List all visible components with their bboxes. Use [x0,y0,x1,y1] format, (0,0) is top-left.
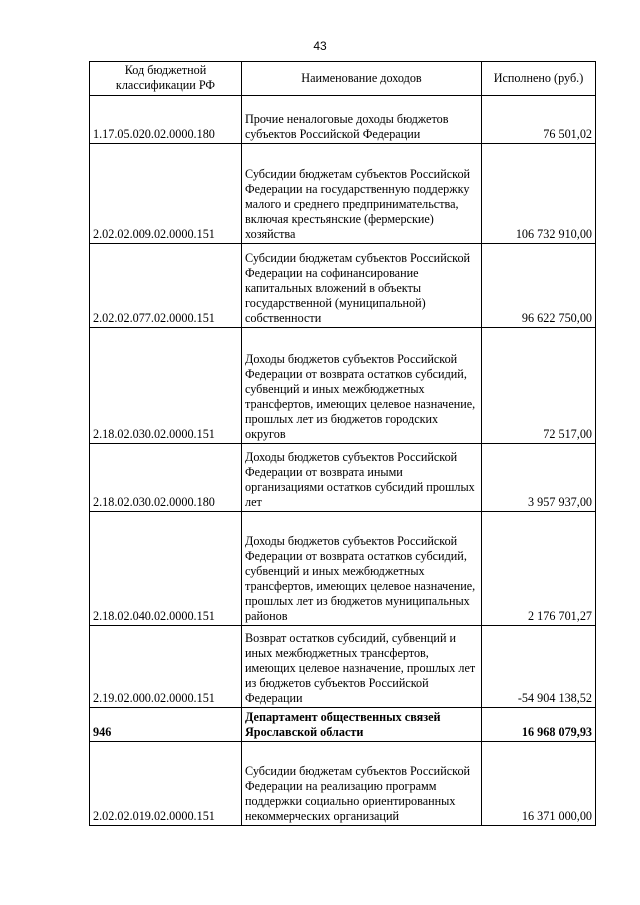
row-code: 2.18.02.030.02.0000.180 [90,444,242,512]
row-code: 2.02.02.019.02.0000.151 [90,742,242,826]
row-amount: 96 622 750,00 [482,244,596,328]
row-code: 946 [90,708,242,742]
row-amount: -54 904 138,52 [482,626,596,708]
row-amount: 3 957 937,00 [482,444,596,512]
table-header-row [90,62,596,96]
table-row [90,244,596,328]
table-row [90,328,596,444]
header-code: Код бюджетной классификации РФ [90,62,242,96]
table-row-department [90,708,596,742]
row-code: 2.18.02.030.02.0000.151 [90,328,242,444]
table-row [90,444,596,512]
row-amount: 2 176 701,27 [482,512,596,626]
row-name: Прочие неналоговые доходы бюджетов субъектов Российской Федерации [242,96,482,144]
row-name: Доходы бюджетов субъектов Российской Федерации от возврата остатков субсидий, субвенций и иных межбюджетных трансфертов, имеющих целевое назначение, прошлых лет из бюджетов муниципальных районов [242,512,482,626]
row-name: Департамент общественных связей Ярославской области [242,708,482,742]
page-number: 43 [313,39,327,53]
row-amount: 106 732 910,00 [482,144,596,244]
row-code: 2.19.02.000.02.0000.151 [90,626,242,708]
row-name: Доходы бюджетов субъектов Российской Федерации от возврата остатков субсидий, субвенций и иных межбюджетных трансфертов, имеющих целевое назначение, прошлых лет из бюджетов городских округов [242,328,482,444]
row-name: Субсидии бюджетам субъектов Российской Федерации на реализацию программ поддержки социально ориентированных некоммерческих организаций [242,742,482,826]
row-name: Доходы бюджетов субъектов Российской Федерации от возврата иными организациями остатков субсидий прошлых лет [242,444,482,512]
row-name: Субсидии бюджетам субъектов Российской Федерации на государственную поддержку малого и среднего предпринимательства, включая крестьянские (фермерские) хозяйства [242,144,482,244]
row-code: 2.02.02.009.02.0000.151 [90,144,242,244]
row-code: 1.17.05.020.02.0000.180 [90,96,242,144]
table-row [90,96,596,144]
table-row [90,512,596,626]
row-code: 2.02.02.077.02.0000.151 [90,244,242,328]
table-row [90,144,596,244]
table-row [90,742,596,826]
header-amount: Исполнено (руб.) [482,62,596,96]
row-name: Возврат остатков субсидий, субвенций и иных межбюджетных трансфертов, имеющих целевое назначение, прошлых лет из бюджетов субъектов Российской Федерации [242,626,482,708]
row-amount: 76 501,02 [482,96,596,144]
table-row [90,626,596,708]
row-amount: 16 968 079,93 [482,708,596,742]
row-name: Субсидии бюджетам субъектов Российской Федерации на софинансирование капитальных вложений в объекты государственной (муниципальной) собственности [242,244,482,328]
row-amount: 16 371 000,00 [482,742,596,826]
row-code: 2.18.02.040.02.0000.151 [90,512,242,626]
revenue-table [89,61,596,826]
row-amount: 72 517,00 [482,328,596,444]
header-name: Наименование доходов [242,62,482,96]
